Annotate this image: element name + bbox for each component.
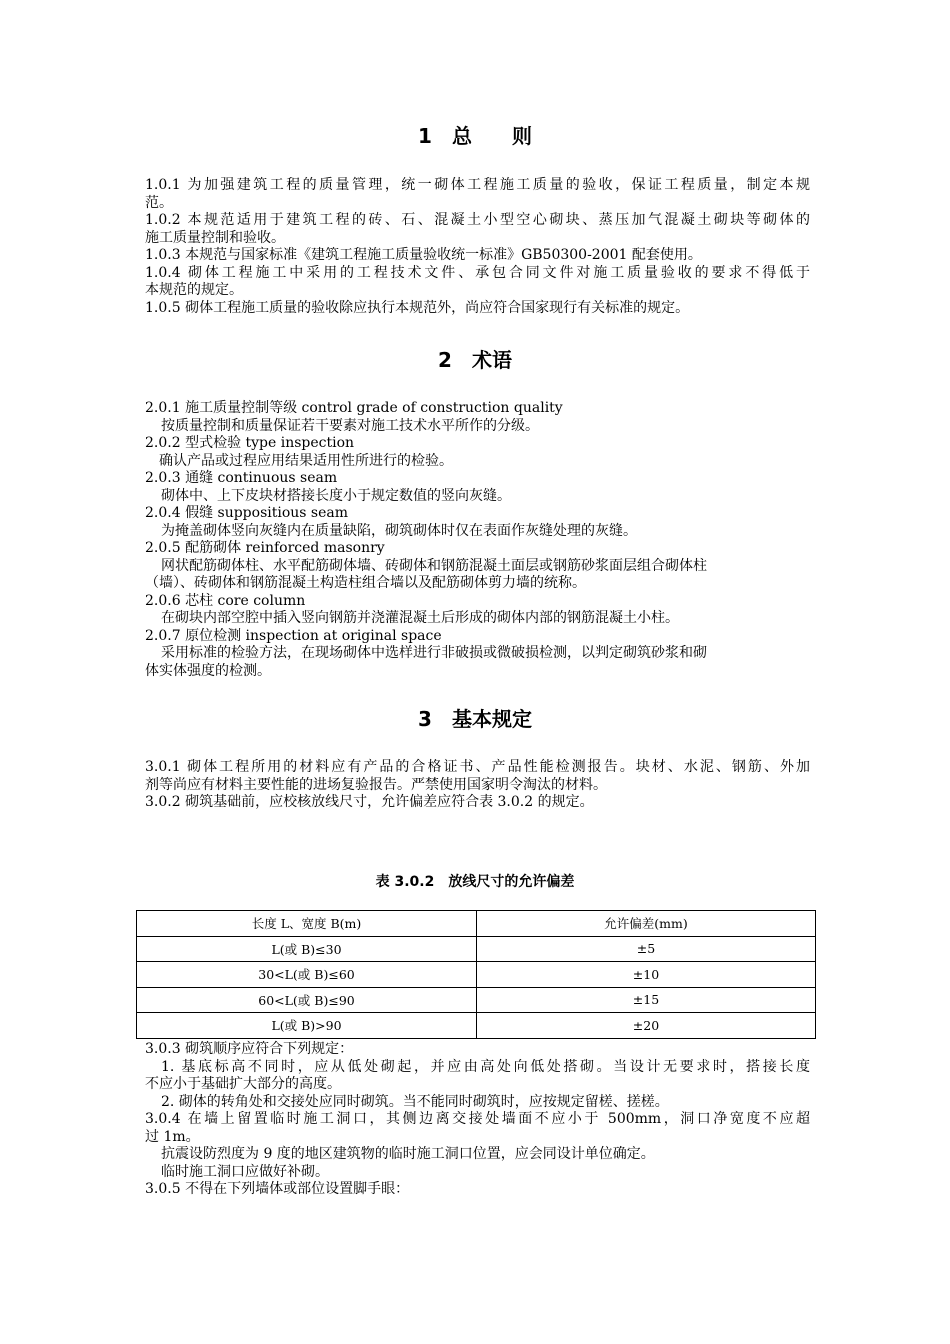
clause-3-0-4-line-1: 3.0.4 在墙上留置临时施工洞口，其侧边离交接处墙面不应小于 500mm，洞口净宽度不应超 (145, 1111, 810, 1127)
term-2-0-5-definition-line-1: 网状配筋砌体柱、水平配筋砌体墙、砖砌体和钢筋混凝土面层或钢筋砂浆面层组合砌体柱 (161, 557, 707, 574)
clause-3-0-4-para-2: 抗震设防烈度为 9 度的地区建筑物的临时施工洞口位置，应会同设计单位确定。 (161, 1146, 655, 1162)
term-2-0-4: 2.0.4 假缝 suppositious seam (145, 505, 349, 521)
table-cell: ±5 (477, 936, 816, 962)
chapter-1-body (145, 177, 810, 317)
table-cell: ±10 (477, 962, 816, 988)
table-header-cell: 允许偏差(mm) (477, 911, 816, 937)
clause-1-0-1-line-1: 1.0.1 为加强建筑工程的质量管理，统一砌体工程施工质量的验收，保证工程质量，制定本规 (145, 177, 810, 193)
term-2-0-6-definition: 在砌块内部空腔中插入竖向钢筋并浇灌混凝土后形成的砌体内部的钢筋混凝土小柱。 (161, 610, 679, 626)
clause-1-0-4-line-2: 本规范的规定。 (145, 282, 243, 298)
term-2-0-1: 2.0.1 施工质量控制等级 control grade of construction quality (145, 400, 563, 416)
term-2-0-7-definition-line-1: 采用标准的检验方法，在现场砌体中选样进行非破损或微破损检测，以判定砌筑砂浆和砌 (161, 645, 707, 661)
clause-1-0-2-line-1: 1.0.2 本规范适用于建筑工程的砖、石、混凝土小型空心砌块、蒸压加气混凝土砌块等砌体的 (145, 212, 810, 228)
chapter-3-title: 3 基本规定 (418, 707, 532, 731)
term-2-0-2-definition: 确认产品或过程应用结果适用性所进行的检验。 (159, 452, 453, 469)
clause-3-0-4-line-2: 过 1m。 (145, 1128, 200, 1145)
table-row (137, 1013, 816, 1039)
term-2-0-5: 2.0.5 配筋砌体 reinforced masonry (145, 540, 385, 556)
table-row (137, 987, 816, 1013)
chapter-1-title: 1 总 则 (418, 124, 532, 148)
term-2-0-3: 2.0.3 通缝 continuous seam (145, 470, 338, 486)
clause-3-0-2: 3.0.2 砌筑基础前，应校核放线尺寸，允许偏差应符合表 3.0.2 的规定。 (145, 794, 594, 810)
table-caption: 表 3.0.2 放线尺寸的允许偏差 (375, 874, 575, 890)
chapter-2-body (145, 400, 810, 680)
clause-1-0-5: 1.0.5 砌体工程施工质量的验收除应执行本规范外，尚应符合国家现行有关标准的规定。 (145, 299, 690, 316)
table-row (137, 962, 816, 988)
term-2-0-7-definition-line-2: 体实体强度的检测。 (145, 662, 271, 679)
clause-3-0-1-line-1: 3.0.1 砌体工程所用的材料应有产品的合格证书、产品性能检测报告。块材、水泥、钢筋、外加 (145, 759, 810, 775)
term-2-0-6: 2.0.6 芯柱 core column (145, 592, 306, 609)
clause-3-0-5: 3.0.5 不得在下列墙体或部位设置脚手眼： (145, 1181, 410, 1197)
clause-3-0-4-para-3: 临时施工洞口应做好补砌。 (161, 1163, 329, 1180)
table-cell: L(或 B)≤30 (137, 936, 477, 962)
term-2-0-4-definition: 为掩盖砌体竖向灰缝内在质量缺陷，砌筑砌体时仅在表面作灰缝处理的灰缝。 (161, 522, 637, 539)
clause-3-0-1-line-2: 剂等尚应有材料主要性能的进场复验报告。严禁使用国家明令淘汰的材料。 (145, 776, 607, 793)
term-2-0-7: 2.0.7 原位检测 inspection at original space (145, 627, 442, 644)
table-header-cell: 长度 L、宽度 B(m) (137, 911, 477, 937)
term-2-0-2: 2.0.2 型式检验 type inspection (145, 435, 355, 451)
clause-3-0-3: 3.0.3 砌筑顺序应符合下列规定： (145, 1041, 354, 1057)
clause-1-0-1-line-2: 范。 (145, 194, 173, 211)
term-2-0-3-definition: 砌体中、上下皮块材搭接长度小于规定数值的竖向灰缝。 (161, 487, 511, 504)
table-row (137, 936, 816, 962)
clause-1-0-4-line-1: 1.0.4 砌体工程施工中采用的工程技术文件、承包合同文件对施工质量验收的要求不得低于 (145, 264, 810, 281)
table-cell: L(或 B)>90 (137, 1013, 477, 1039)
term-2-0-5-definition-line-2: （墙）、砖砌体和钢筋混凝土构造柱组合墙以及配筋砌体剪力墙的统称。 (145, 575, 586, 591)
chapter-2-title: 2 术语 (438, 348, 512, 372)
chapter-3-body-a (145, 759, 810, 812)
table-cell: 60<L(或 B)≤90 (137, 987, 477, 1013)
table-cell: 30<L(或 B)≤60 (137, 962, 477, 988)
clause-1-0-2-line-2: 施工质量控制和验收。 (145, 229, 285, 246)
clause-1-0-3: 1.0.3 本规范与国家标准《建筑工程施工质量验收统一标准》GB50300-2001 配套使用。 (145, 247, 702, 263)
clause-3-0-3-item-1-line-1: 1. 基底标高不同时，应从低处砌起，并应由高处向低处搭砌。当设计无要求时，搭接长度 (161, 1058, 810, 1075)
term-2-0-1-definition: 按质量控制和质量保证若干要素对施工技术水平所作的分级。 (161, 417, 539, 434)
clause-3-0-3-item-1-line-2: 不应小于基础扩大部分的高度。 (145, 1076, 341, 1092)
clause-3-0-3-item-2: 2. 砌体的转角处和交接处应同时砌筑。当不能同时砌筑时，应按规定留槎、搓槎。 (161, 1093, 669, 1110)
chapter-3-body-b (145, 1041, 810, 1199)
tolerance-table (136, 910, 816, 1039)
table-header-row (137, 911, 816, 937)
table-cell: ±20 (477, 1013, 816, 1039)
table-cell: ±15 (477, 987, 816, 1013)
